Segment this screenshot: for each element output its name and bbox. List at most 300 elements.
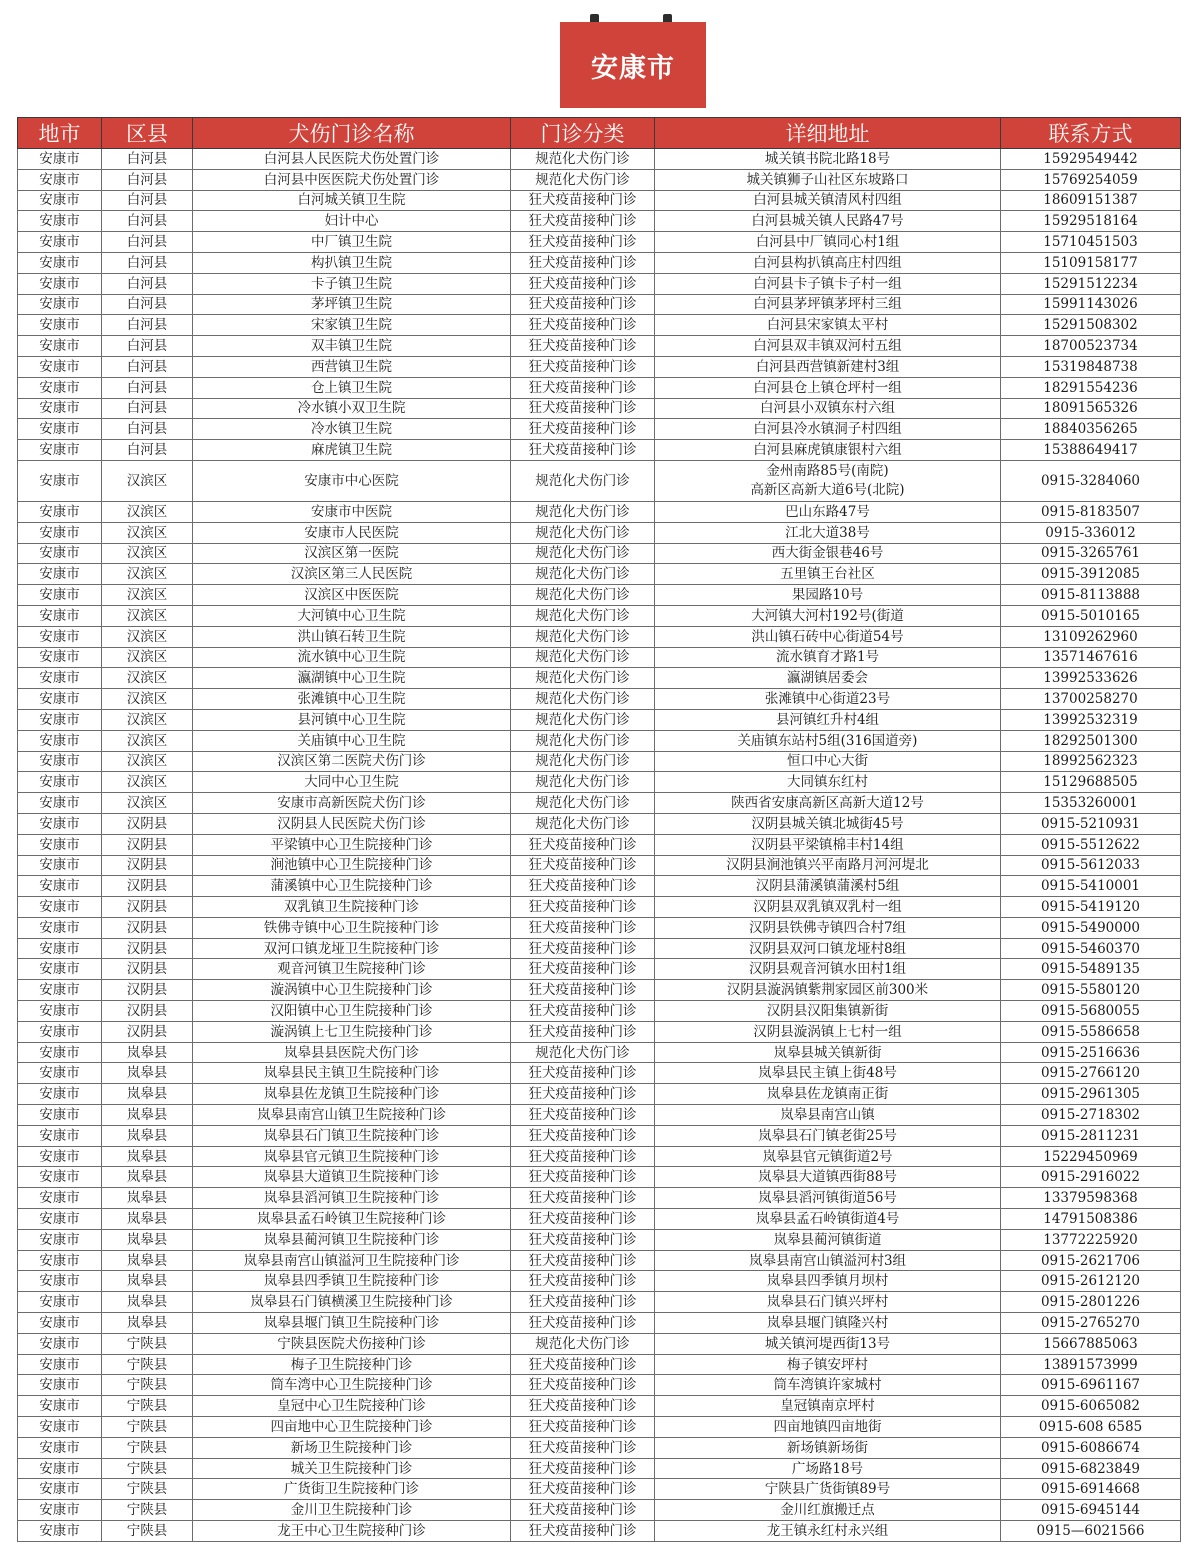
cell-contact: 15929518164 xyxy=(1001,211,1181,232)
cell-city: 安康市 xyxy=(18,917,102,938)
cell-address: 白河县茅坪镇茅坪村三组 xyxy=(655,294,1001,315)
cell-contact: 13891573999 xyxy=(1001,1354,1181,1375)
clinic-table-container xyxy=(17,117,1180,1542)
cell-contact: 15109158177 xyxy=(1001,252,1181,273)
cell-contact: 18609151387 xyxy=(1001,190,1181,211)
cell-contact: 0915-6823849 xyxy=(1001,1458,1181,1479)
cell-contact: 15769254059 xyxy=(1001,169,1181,190)
cell-city: 安康市 xyxy=(18,1375,102,1396)
cell-contact: 15667885063 xyxy=(1001,1333,1181,1354)
cell-contact: 0915-2621706 xyxy=(1001,1250,1181,1271)
cell-clinic-type: 狂犬疫苗接种门诊 xyxy=(511,1396,655,1417)
cell-contact: 0915-2961305 xyxy=(1001,1084,1181,1105)
cell-address: 关庙镇东站村5组(316国道旁) xyxy=(655,730,1001,751)
cell-district: 白河县 xyxy=(102,232,193,253)
cell-contact: 15229450969 xyxy=(1001,1146,1181,1167)
cell-clinic-name: 白河县人民医院犬伤处置门诊 xyxy=(193,149,511,170)
cell-contact: 0915-2765270 xyxy=(1001,1313,1181,1334)
cell-clinic-type: 狂犬疫苗接种门诊 xyxy=(511,1229,655,1250)
cell-address: 汉阴县城关镇北城街45号 xyxy=(655,813,1001,834)
cell-clinic-type: 规范化犬伤门诊 xyxy=(511,772,655,793)
cell-city: 安康市 xyxy=(18,356,102,377)
cell-clinic-type: 狂犬疫苗接种门诊 xyxy=(511,1063,655,1084)
cell-clinic-type: 规范化犬伤门诊 xyxy=(511,668,655,689)
table-row xyxy=(18,252,1181,273)
cell-clinic-name: 四亩地中心卫生院接种门诊 xyxy=(193,1417,511,1438)
cell-city: 安康市 xyxy=(18,149,102,170)
table-row xyxy=(18,169,1181,190)
cell-clinic-type: 规范化犬伤门诊 xyxy=(511,709,655,730)
cell-clinic-name: 岚皋县石门镇横溪卫生院接种门诊 xyxy=(193,1292,511,1313)
cell-address: 皇冠镇南京坪村 xyxy=(655,1396,1001,1417)
table-row xyxy=(18,232,1181,253)
table-row xyxy=(18,1417,1181,1438)
cell-clinic-name: 铁佛寺镇中心卫生院接种门诊 xyxy=(193,917,511,938)
cell-clinic-name: 卡子镇卫生院 xyxy=(193,273,511,294)
cell-contact: 15710451503 xyxy=(1001,232,1181,253)
cell-clinic-type: 狂犬疫苗接种门诊 xyxy=(511,959,655,980)
cell-clinic-name: 汉滨区第一医院 xyxy=(193,543,511,564)
cell-district: 汉滨区 xyxy=(102,647,193,668)
cell-clinic-type: 狂犬疫苗接种门诊 xyxy=(511,1125,655,1146)
cell-address: 汉阴县平梁镇棉丰村14组 xyxy=(655,834,1001,855)
cell-city: 安康市 xyxy=(18,897,102,918)
cell-city: 安康市 xyxy=(18,1313,102,1334)
cell-clinic-type: 规范化犬伤门诊 xyxy=(511,169,655,190)
cell-clinic-type: 规范化犬伤门诊 xyxy=(511,564,655,585)
cell-contact: 0915-3912085 xyxy=(1001,564,1181,585)
cell-contact: 0915-3284060 xyxy=(1001,460,1181,501)
address-line: 金州南路85号(南院) xyxy=(766,462,889,479)
cell-address: 洪山镇石砖中心街道54号 xyxy=(655,626,1001,647)
cell-address: 岚皋县官元镇街道2号 xyxy=(655,1146,1001,1167)
table-row xyxy=(18,626,1181,647)
cell-address: 筒车湾镇许家城村 xyxy=(655,1375,1001,1396)
cell-contact: 15388649417 xyxy=(1001,440,1181,461)
cell-district: 岚皋县 xyxy=(102,1063,193,1084)
table-row xyxy=(18,1458,1181,1479)
cell-clinic-type: 狂犬疫苗接种门诊 xyxy=(511,897,655,918)
cell-district: 汉滨区 xyxy=(102,501,193,522)
cell-address: 岚皋县蔺河镇街道 xyxy=(655,1229,1001,1250)
cell-address: 四亩地镇四亩地街 xyxy=(655,1417,1001,1438)
title-banner xyxy=(560,14,706,109)
cell-address: 岚皋县民主镇上街48号 xyxy=(655,1063,1001,1084)
cell-address: 岚皋县大道镇西街88号 xyxy=(655,1167,1001,1188)
table-row xyxy=(18,1479,1181,1500)
cell-clinic-name: 安康市中医院 xyxy=(193,501,511,522)
cell-clinic-type: 狂犬疫苗接种门诊 xyxy=(511,1021,655,1042)
table-body xyxy=(18,149,1181,1542)
cell-address: 汉阴县铁佛寺镇四合村7组 xyxy=(655,917,1001,938)
cell-city: 安康市 xyxy=(18,1250,102,1271)
cell-city: 安康市 xyxy=(18,938,102,959)
cell-contact: 0915-5419120 xyxy=(1001,897,1181,918)
cell-city: 安康市 xyxy=(18,460,102,501)
cell-clinic-name: 岚皋县佐龙镇卫生院接种门诊 xyxy=(193,1084,511,1105)
cell-address: 巴山东路47号 xyxy=(655,501,1001,522)
cell-contact: 13700258270 xyxy=(1001,689,1181,710)
cell-contact: 13109262960 xyxy=(1001,626,1181,647)
table-row xyxy=(18,356,1181,377)
cell-address: 白河县冷水镇洞子村四组 xyxy=(655,419,1001,440)
cell-district: 汉阴县 xyxy=(102,855,193,876)
cell-city: 安康市 xyxy=(18,1354,102,1375)
cell-contact: 0915-6065082 xyxy=(1001,1396,1181,1417)
cell-clinic-name: 双河口镇龙垭卫生院接种门诊 xyxy=(193,938,511,959)
cell-district: 汉滨区 xyxy=(102,585,193,606)
cell-contact: 0915-5580120 xyxy=(1001,980,1181,1001)
table-row xyxy=(18,1042,1181,1063)
cell-city: 安康市 xyxy=(18,1271,102,1292)
cell-district: 岚皋县 xyxy=(102,1209,193,1230)
cell-district: 白河县 xyxy=(102,398,193,419)
cell-address: 汉阴县漩涡镇上七村一组 xyxy=(655,1021,1001,1042)
cell-address: 金川红旗搬迁点 xyxy=(655,1500,1001,1521)
cell-clinic-name: 岚皋县大道镇卫生院接种门诊 xyxy=(193,1167,511,1188)
table-row xyxy=(18,1063,1181,1084)
cell-contact: 0915-8113888 xyxy=(1001,585,1181,606)
table-row xyxy=(18,336,1181,357)
page-title: 安康市 xyxy=(591,52,675,84)
cell-address: 白河县城关镇清风村四组 xyxy=(655,190,1001,211)
cell-address: 汉阴县涧池镇兴平南路月河河堤北 xyxy=(655,855,1001,876)
table-row xyxy=(18,1084,1181,1105)
cell-clinic-name: 汉滨区中医医院 xyxy=(193,585,511,606)
cell-clinic-name: 妇计中心 xyxy=(193,211,511,232)
cell-contact: 0915-2811231 xyxy=(1001,1125,1181,1146)
cell-clinic-type: 规范化犬伤门诊 xyxy=(511,626,655,647)
cell-clinic-name: 白河城关镇卫生院 xyxy=(193,190,511,211)
cell-district: 白河县 xyxy=(102,149,193,170)
cell-clinic-type: 狂犬疫苗接种门诊 xyxy=(511,377,655,398)
cell-clinic-name: 双丰镇卫生院 xyxy=(193,336,511,357)
cell-address: 瀛湖镇居委会 xyxy=(655,668,1001,689)
cell-city: 安康市 xyxy=(18,398,102,419)
table-row xyxy=(18,501,1181,522)
table-row xyxy=(18,751,1181,772)
cell-district: 汉阴县 xyxy=(102,813,193,834)
banner-box xyxy=(560,22,706,108)
cell-address: 龙王镇永红村永兴组 xyxy=(655,1521,1001,1542)
table-row xyxy=(18,440,1181,461)
cell-city: 安康市 xyxy=(18,709,102,730)
cell-clinic-name: 龙王中心卫生院接种门诊 xyxy=(193,1521,511,1542)
cell-clinic-name: 洪山镇石转卫生院 xyxy=(193,626,511,647)
table-row xyxy=(18,917,1181,938)
cell-contact: 0915-5586658 xyxy=(1001,1021,1181,1042)
cell-clinic-name: 涧池镇中心卫生院接种门诊 xyxy=(193,855,511,876)
cell-district: 汉滨区 xyxy=(102,626,193,647)
cell-address: 西大街金银巷46号 xyxy=(655,543,1001,564)
address-line: 高新区高新大道6号(北院) xyxy=(750,481,905,498)
table-row xyxy=(18,980,1181,1001)
cell-clinic-name: 汉阴县人民医院犬伤门诊 xyxy=(193,813,511,834)
table-row xyxy=(18,689,1181,710)
table-row xyxy=(18,1021,1181,1042)
cell-clinic-type: 狂犬疫苗接种门诊 xyxy=(511,1167,655,1188)
cell-clinic-type: 狂犬疫苗接种门诊 xyxy=(511,211,655,232)
cell-district: 宁陕县 xyxy=(102,1375,193,1396)
cell-district: 汉滨区 xyxy=(102,751,193,772)
cell-contact: 13379598368 xyxy=(1001,1188,1181,1209)
cell-city: 安康市 xyxy=(18,855,102,876)
cell-contact: 15129688505 xyxy=(1001,772,1181,793)
cell-clinic-name: 县河镇中心卫生院 xyxy=(193,709,511,730)
cell-clinic-type: 狂犬疫苗接种门诊 xyxy=(511,1458,655,1479)
cell-clinic-type: 狂犬疫苗接种门诊 xyxy=(511,1084,655,1105)
cell-clinic-name: 安康市人民医院 xyxy=(193,522,511,543)
cell-contact: 0915-6914668 xyxy=(1001,1479,1181,1500)
cell-clinic-type: 狂犬疫苗接种门诊 xyxy=(511,1146,655,1167)
cell-address: 岚皋县佐龙镇南正街 xyxy=(655,1084,1001,1105)
cell-city: 安康市 xyxy=(18,252,102,273)
cell-contact: 0915-6086674 xyxy=(1001,1437,1181,1458)
cell-district: 汉滨区 xyxy=(102,460,193,501)
cell-contact: 0915-5210931 xyxy=(1001,813,1181,834)
cell-contact: 0915-2516636 xyxy=(1001,1042,1181,1063)
cell-contact: 0915-2916022 xyxy=(1001,1167,1181,1188)
cell-address: 汉阴县双河口镇龙垭村8组 xyxy=(655,938,1001,959)
cell-clinic-name: 中厂镇卫生院 xyxy=(193,232,511,253)
cell-clinic-name: 西营镇卫生院 xyxy=(193,356,511,377)
cell-address: 白河县中厂镇同心村1组 xyxy=(655,232,1001,253)
cell-city: 安康市 xyxy=(18,1209,102,1230)
cell-address: 汉阴县汉阳集镇新街 xyxy=(655,1001,1001,1022)
table-row xyxy=(18,1333,1181,1354)
table-row xyxy=(18,897,1181,918)
cell-city: 安康市 xyxy=(18,501,102,522)
table-row xyxy=(18,419,1181,440)
cell-district: 宁陕县 xyxy=(102,1458,193,1479)
cell-address xyxy=(655,460,1001,501)
table-row xyxy=(18,1229,1181,1250)
cell-contact: 15929549442 xyxy=(1001,149,1181,170)
cell-clinic-name: 冷水镇卫生院 xyxy=(193,419,511,440)
cell-clinic-name: 仓上镇卫生院 xyxy=(193,377,511,398)
cell-clinic-type: 狂犬疫苗接种门诊 xyxy=(511,1209,655,1230)
cell-address: 岚皋县城关镇新街 xyxy=(655,1042,1001,1063)
cell-clinic-name: 构扒镇卫生院 xyxy=(193,252,511,273)
cell-city: 安康市 xyxy=(18,959,102,980)
cell-district: 宁陕县 xyxy=(102,1396,193,1417)
cell-contact: 18091565326 xyxy=(1001,398,1181,419)
cell-city: 安康市 xyxy=(18,440,102,461)
table-row xyxy=(18,1292,1181,1313)
cell-city: 安康市 xyxy=(18,751,102,772)
cell-address: 流水镇育才路1号 xyxy=(655,647,1001,668)
cell-district: 白河县 xyxy=(102,419,193,440)
table-row xyxy=(18,1188,1181,1209)
table-row xyxy=(18,1271,1181,1292)
cell-clinic-name: 麻虎镇卫生院 xyxy=(193,440,511,461)
table-row xyxy=(18,730,1181,751)
cell-clinic-type: 狂犬疫苗接种门诊 xyxy=(511,876,655,897)
table-row xyxy=(18,149,1181,170)
cell-address: 汉阴县双乳镇双乳村一组 xyxy=(655,897,1001,918)
table-row xyxy=(18,1125,1181,1146)
cell-clinic-type: 狂犬疫苗接种门诊 xyxy=(511,1313,655,1334)
cell-district: 汉阴县 xyxy=(102,897,193,918)
cell-district: 白河县 xyxy=(102,356,193,377)
cell-clinic-type: 规范化犬伤门诊 xyxy=(511,647,655,668)
cell-clinic-type: 规范化犬伤门诊 xyxy=(511,501,655,522)
cell-clinic-type: 狂犬疫苗接种门诊 xyxy=(511,1250,655,1271)
cell-city: 安康市 xyxy=(18,730,102,751)
cell-address: 张滩镇中心街道23号 xyxy=(655,689,1001,710)
cell-contact: 15353260001 xyxy=(1001,793,1181,814)
cell-district: 汉滨区 xyxy=(102,543,193,564)
cell-clinic-name: 岚皋县滔河镇卫生院接种门诊 xyxy=(193,1188,511,1209)
cell-address: 恒口中心大街 xyxy=(655,751,1001,772)
cell-city: 安康市 xyxy=(18,1417,102,1438)
table-row xyxy=(18,1500,1181,1521)
cell-contact: 0915-8183507 xyxy=(1001,501,1181,522)
cell-contact: 14791508386 xyxy=(1001,1209,1181,1230)
table-row xyxy=(18,585,1181,606)
table-row xyxy=(18,564,1181,585)
cell-clinic-type: 狂犬疫苗接种门诊 xyxy=(511,1375,655,1396)
cell-district: 汉阴县 xyxy=(102,959,193,980)
cell-address: 岚皋县南宫山镇溢河村3组 xyxy=(655,1250,1001,1271)
cell-clinic-name: 安康市高新医院犬伤门诊 xyxy=(193,793,511,814)
cell-city: 安康市 xyxy=(18,1229,102,1250)
cell-address: 岚皋县南宫山镇 xyxy=(655,1105,1001,1126)
cell-clinic-type: 狂犬疫苗接种门诊 xyxy=(511,440,655,461)
cell-district: 岚皋县 xyxy=(102,1229,193,1250)
cell-address: 岚皋县石门镇老街25号 xyxy=(655,1125,1001,1146)
cell-contact: 18700523734 xyxy=(1001,336,1181,357)
cell-contact: 15319848738 xyxy=(1001,356,1181,377)
cell-clinic-type: 狂犬疫苗接种门诊 xyxy=(511,1437,655,1458)
cell-contact: 0915-6945144 xyxy=(1001,1500,1181,1521)
cell-clinic-name: 流水镇中心卫生院 xyxy=(193,647,511,668)
cell-clinic-type: 狂犬疫苗接种门诊 xyxy=(511,190,655,211)
cell-clinic-type: 狂犬疫苗接种门诊 xyxy=(511,336,655,357)
cell-address: 果园路10号 xyxy=(655,585,1001,606)
cell-district: 汉阴县 xyxy=(102,834,193,855)
cell-address: 县河镇红升村4组 xyxy=(655,709,1001,730)
cell-clinic-name: 茅坪镇卫生院 xyxy=(193,294,511,315)
cell-district: 汉滨区 xyxy=(102,605,193,626)
cell-city: 安康市 xyxy=(18,294,102,315)
cell-clinic-name: 安康市中心医院 xyxy=(193,460,511,501)
table-row xyxy=(18,855,1181,876)
cell-contact: 18840356265 xyxy=(1001,419,1181,440)
cell-clinic-name: 城关卫生院接种门诊 xyxy=(193,1458,511,1479)
cell-city: 安康市 xyxy=(18,336,102,357)
cell-clinic-name: 岚皋县官元镇卫生院接种门诊 xyxy=(193,1146,511,1167)
cell-clinic-type: 狂犬疫苗接种门诊 xyxy=(511,1500,655,1521)
table-row xyxy=(18,398,1181,419)
cell-address: 白河县宋家镇太平村 xyxy=(655,315,1001,336)
cell-address: 城关镇河堤西街13号 xyxy=(655,1333,1001,1354)
cell-district: 汉阴县 xyxy=(102,1021,193,1042)
cell-district: 白河县 xyxy=(102,252,193,273)
cell-address: 宁陕县广货街镇89号 xyxy=(655,1479,1001,1500)
cell-address: 白河县双丰镇双河村五组 xyxy=(655,336,1001,357)
cell-city: 安康市 xyxy=(18,419,102,440)
cell-city: 安康市 xyxy=(18,876,102,897)
cell-clinic-name: 关庙镇中心卫生院 xyxy=(193,730,511,751)
cell-clinic-name: 汉阳镇中心卫生院接种门诊 xyxy=(193,1001,511,1022)
cell-district: 汉阴县 xyxy=(102,938,193,959)
cell-city: 安康市 xyxy=(18,190,102,211)
cell-address: 江北大道38号 xyxy=(655,522,1001,543)
table-row xyxy=(18,1167,1181,1188)
table-row xyxy=(18,709,1181,730)
header-contact: 联系方式 xyxy=(1001,118,1181,149)
cell-district: 岚皋县 xyxy=(102,1042,193,1063)
cell-contact: 18292501300 xyxy=(1001,730,1181,751)
cell-contact: 0915-3265761 xyxy=(1001,543,1181,564)
cell-contact: 0915-6961167 xyxy=(1001,1375,1181,1396)
cell-district: 宁陕县 xyxy=(102,1437,193,1458)
table-row xyxy=(18,211,1181,232)
header-district: 区县 xyxy=(102,118,193,149)
cell-clinic-name: 岚皋县四季镇卫生院接种门诊 xyxy=(193,1271,511,1292)
cell-city: 安康市 xyxy=(18,1001,102,1022)
cell-district: 岚皋县 xyxy=(102,1125,193,1146)
cell-district: 宁陕县 xyxy=(102,1521,193,1542)
cell-clinic-type: 狂犬疫苗接种门诊 xyxy=(511,1105,655,1126)
cell-district: 白河县 xyxy=(102,190,193,211)
table-row xyxy=(18,876,1181,897)
table-header-row xyxy=(18,118,1181,149)
cell-city: 安康市 xyxy=(18,543,102,564)
cell-clinic-name: 张滩镇中心卫生院 xyxy=(193,689,511,710)
cell-clinic-name: 岚皋县石门镇卫生院接种门诊 xyxy=(193,1125,511,1146)
cell-district: 白河县 xyxy=(102,336,193,357)
cell-district: 汉阴县 xyxy=(102,876,193,897)
cell-district: 汉阴县 xyxy=(102,917,193,938)
cell-clinic-name: 广货街卫生院接种门诊 xyxy=(193,1479,511,1500)
cell-city: 安康市 xyxy=(18,1500,102,1521)
cell-clinic-name: 宋家镇卫生院 xyxy=(193,315,511,336)
cell-district: 岚皋县 xyxy=(102,1084,193,1105)
table-row xyxy=(18,1354,1181,1375)
cell-district: 白河县 xyxy=(102,294,193,315)
cell-district: 宁陕县 xyxy=(102,1354,193,1375)
cell-clinic-type: 狂犬疫苗接种门诊 xyxy=(511,273,655,294)
cell-city: 安康市 xyxy=(18,1188,102,1209)
cell-clinic-name: 皇冠中心卫生院接种门诊 xyxy=(193,1396,511,1417)
table-row xyxy=(18,377,1181,398)
cell-clinic-type: 狂犬疫苗接种门诊 xyxy=(511,1521,655,1542)
table-row xyxy=(18,1146,1181,1167)
cell-clinic-type: 狂犬疫苗接种门诊 xyxy=(511,980,655,1001)
cell-clinic-name: 岚皋县南宫山镇卫生院接种门诊 xyxy=(193,1105,511,1126)
cell-address: 白河县麻虎镇康银村六组 xyxy=(655,440,1001,461)
cell-address: 陕西省安康高新区高新大道12号 xyxy=(655,793,1001,814)
cell-district: 岚皋县 xyxy=(102,1167,193,1188)
cell-contact: 15991143026 xyxy=(1001,294,1181,315)
cell-district: 汉阴县 xyxy=(102,980,193,1001)
cell-district: 岚皋县 xyxy=(102,1271,193,1292)
cell-district: 白河县 xyxy=(102,440,193,461)
cell-clinic-name: 漩涡镇上七卫生院接种门诊 xyxy=(193,1021,511,1042)
cell-district: 汉滨区 xyxy=(102,730,193,751)
cell-address: 五里镇王台社区 xyxy=(655,564,1001,585)
cell-district: 岚皋县 xyxy=(102,1188,193,1209)
cell-contact: 18992562323 xyxy=(1001,751,1181,772)
cell-city: 安康市 xyxy=(18,232,102,253)
cell-contact: 0915-5489135 xyxy=(1001,959,1181,980)
cell-district: 白河县 xyxy=(102,211,193,232)
cell-clinic-name: 岚皋县县医院犬伤门诊 xyxy=(193,1042,511,1063)
cell-clinic-type: 规范化犬伤门诊 xyxy=(511,813,655,834)
cell-district: 白河县 xyxy=(102,377,193,398)
